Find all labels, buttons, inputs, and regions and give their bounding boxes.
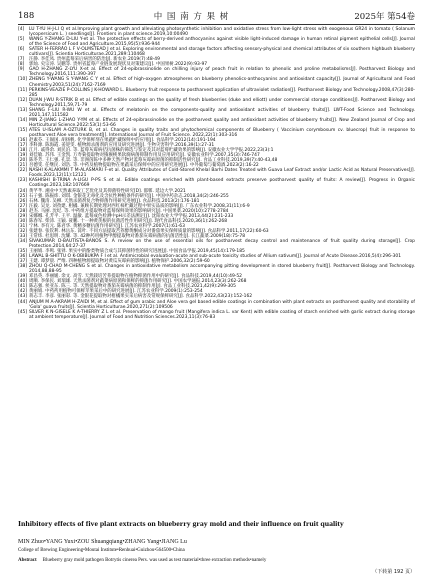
reference-text: 石子强. 陈振炜. 刘琪. 金银花无毒化及含抗性种植条件的研究[J]. 中国中药杂志.2018,34(2):246-255 [29,193,229,199]
reference-text: 黄芊芊. 湘业中天然素养取工艺优化及其抑菌特性研究[D]. 邯郸. 延边大学.2021 [29,188,186,194]
reference-label: [14] [18,117,28,123]
reference-text: GAO H-ZHANG Z-LYU X-et al. Effect of 24-epibrassinolide on chilling injury of peach fruit in relation to phenolic and proline metabolisms[J]. Postharvest Biology and Technology.2016,111:390-397 [29,67,415,78]
reference-text: ANJUM M A-AKRAM H-ZAIDI M, et al. Effect of gum arabic and Aloe vera gel based edible coatings in combination with plant extracts on postharvest quality and storability of 'Gola' guava fruits[J]. Scientia Horticulturae.2020,271(2):109506 [29,299,415,310]
reference-text: 刘佳敏. 苏伟. 王金凯. 万寿菊提取物对猕猴桃果软腐病菌抑制作用及应用研究[J]. 安徽农业科学.2007,35(3):746-747 [29,153,260,159]
reference-label: [23] [18,178,28,184]
continued-note: （下转第 192 页） [372,569,415,575]
reference-label: [32] [18,228,28,234]
reference-item [18,108,415,118]
reference-label: [27] [18,203,28,209]
reference-label: [9] [18,67,25,73]
reference-text: 吾德雯. 任继民. 刘浩. 等. 中药及植物提取物在果蔬采后保鲜中的应用研究进展[J]. 中外葡萄与葡萄酒.2023(2):16-22 [29,163,259,169]
reference-label: [16] [18,138,28,144]
reference-list [18,27,415,320]
paper-authors: MIN Zhuo•YANG Yuxi•ZOU Shuangqiang•ZHANG Yang•JIANG Lu [18,539,187,545]
reference-text: ZHOU Q-CHAO M-CHENG S et al. Changes in antioxidative metabolism accompanying pitting development in stored blueberry fruit[J]. Postharvest Biology and Technology. 2014,88,88-95 [29,264,415,275]
reference-text: 蒋志丰. 李彦. 张丽彩. 等. 金银花提取物对柑橘果实采后病害及常规保鲜研究[J]. 食品科学.2022,43(23):152-162 [29,294,253,300]
reference-label: [8] [18,62,25,68]
reference-text: ATES U-ISLAM A-OZTURK B, et al. Changes in quality traits and phytochemical components of Blueberry ( Vaccinium corymbosum cv. bluecrop) fruit in response to postharvest Aloe vera treatment[J]. International Journal of Fruit Science. 2022,22(1):303-316 [29,127,415,138]
reference-label: [25] [18,193,28,199]
reference-item [18,118,415,128]
reference-text: 赵杰. 马丽. 沈纪. 等. 中药组方提取物对蓝莓保鲜效果的影响研究[J]. 中国果菜.2020(10):2778-2784 [29,208,229,214]
reference-label: [12] [18,97,28,103]
reference-text: SILVER K N-GISELE K A-THIERRY Z L et al. Preservation of mango fruit (Mangifera indica L. var Kent) with edible coating of starch enriched with garlic extract during storage at ambient temperature[J]. Journal of Food and Nutrition Sciences.2023,11(3):76-83 [29,309,415,320]
reference-item [18,310,415,320]
reference-item [18,264,415,274]
reference-text: WANG Y-ZHANG D-LIU Y-et al. The protective effects of berry-derived anthocyanins against visible light-induced damage in human retinal pigment epithelial cells[J]. Journal of the Science of Food and Agriculture.2015,95(5):936-944 [29,37,415,48]
reference-label: [21] [18,163,28,169]
reference-text: 江月. 戚得余. 刘民泊. 等. 蓝莓灰霉病拮抗菌株的筛选与鉴定及其对蓝莓贮藏效果的影响[J]. 安徽农业大学学报.2022,23(3):1 [29,148,274,154]
reference-item [18,47,415,57]
reference-label: [13] [18,107,28,113]
reference-label: [24] [18,188,28,194]
reference-label: [33] [18,233,28,239]
page-number: 188 [18,11,35,21]
reference-text: 邓昌英. 李丽媛. 余文. 高雪. 天然栽培苦荞提取物在植物抑菌作用中的研究[J]. 食品科技.2019,44(10):49-52 [29,274,243,280]
reference-text: 周顺. 李保民. 刘瑞雄. 天然杀菌剂对蔬菜病原菌和保鲜的抑菌作用研究[J]. 中国农学通报.2014,23(3):262-268 [29,279,247,285]
reference-label: [41] [18,284,28,290]
reference-item [18,168,415,178]
reference-label: [18] [18,148,28,154]
reference-item [18,67,415,77]
reference-text: SATER H-FERRÃO L F V-OLMSTEAD J et al. Exploring environmental and storage factors affecting sensory-physical and chemical attributes of six southern highbush blueberry cultivars[J]. Scientia Horticulturae.2021,289:110468 [29,47,415,58]
reference-label: [38] [18,264,28,270]
reference-text: MIN Z-JIANG L-ZHAO Y-YM et al. Effects of 24-epibrassinolide on the postharvest quality and antioxidant activities of blueberry fruits[J]. New Zealand Journal of Crop and Horticultural Science.2022:53(1):53-66 [29,117,415,128]
reference-label: [29] [18,213,28,219]
reference-label: [15] [18,127,28,133]
volume-info: 2025年 第54卷 [354,12,415,22]
reference-text: NASHI K-ALAKMMI T M-ALASMARI F-et al. Quality Attributes of Cold-Stored Khelal Barhi Dates Treated with Guava Leaf Extract and/or Lactic Acid as Natural Preservatives[J]. Foods.2023,12(11):12121 [29,168,415,179]
reference-label: [37] [18,259,28,265]
reference-label: [28] [18,208,28,214]
paper-affiliation: College of Brewing Engineering•Moutai Institute•Renhuai•Guizhou•564500•China [18,548,185,553]
reference-text: 陈志强. 侯亚东. 陈三. 等. 天然提取物对番茄灰霉病菌的抑制作用[J]. 食品工业科技.2021,42(9):299-305 [29,284,236,290]
reference-text: DUAN J-WU R-STRIK B et al. Effect of edible coatings on the quality of fresh blueberries (duke and elliott) under commercial storage conditions[J]. Postharvest Biology and Technology.2011,59,71-79 [29,97,415,108]
paper-title: Inhibitory effects of five plant extracts on blueberry gray mold and their influence on fruit quality [18,519,344,528]
reference-item [18,239,415,249]
reference-item [18,88,415,98]
reference-item [18,300,415,310]
reference-label: [36] [18,254,28,260]
reference-label: [5] [18,37,25,43]
reference-label: [4] [18,27,25,32]
reference-text: 王常炜. 杜思明. 沈耀. 等. 42种药用植物甲醇提取物对番茄灰霉病菌的抗菌活性[J]. 长江蔬菜.2009(18):75-78 [29,233,246,239]
reference-text: 黄丽娟. 中药药用植物可保鲜苹果采后中的研究进展[J]. 江苏农业科学.2009(1):253-254 [29,289,203,295]
abstract-text: Blueberry gray mold pathogen Botrytis cinerea Pers. was used as test material•three extraction methods•namely [42,558,267,563]
reference-label: [7] [18,57,25,63]
reference-label: [45] [18,309,28,315]
reference-text: KASHISHI B-TRINA A-LIGU P-PS S et al. Edible coatings enriched with plant-based extracts preserve postharvest quality of fruits: A review[J]. Progress in Organic Coatings.2023,182:107669 [29,178,415,189]
reference-label: [20] [18,158,28,164]
header-rule [18,24,415,25]
reference-text: PERKINS-VEAZIE P-COLLINS J K-HOWARD L. Blueberry fruit response to postharvest application of ultraviolet radiation[J]. Postharvest Biology and Technology.2008,47(3):280-285 [29,87,415,98]
reference-label: [19] [18,153,28,159]
reference-label: [10] [18,77,28,83]
reference-text: ZHENG Y-WANG S Y-WANG C Y et al. Effect of high-oxygen atmospheres on blueberry phenolics-anthocyanins and antioxidant capacity[J]. Journal of Agricultural and Food Chemistry.2003,51(24):7162-7169 [29,77,415,88]
reference-label: [26] [18,198,28,204]
abstract-label: Abstract [18,558,37,563]
running-header [18,10,415,22]
reference-text: 李科源. 陈海霞. 姜迎雯. 植物源杀菌剂的应用及研究进展[J]. 生物灾害科学.2016,39(1):27-31 [29,143,215,149]
reference-text: 陈春军. 柴沛. 王颖. 聂鹏. 十一种黄芪根的抗菌活性作用研究[J]. 现代食品科技.2020,36(1):262-268 [29,218,228,224]
reference-label: [6] [18,47,25,53]
reference-label: [43] [18,294,28,300]
reference-item [18,98,415,108]
reference-item [18,178,415,188]
reference-text: 汪静. 李佳凤. 贵州蓝莓采后病害的防治[J]. 新农业.2019(7):48-49 [29,57,160,63]
reference-text: SIVAKUMAR D-BAUTISTA-BANOS S. A review on the use of essential oils for postharvest decay control and maintenance of fruit quality during storage[J]. Crop Protection.2014,64:27-37 [29,238,415,250]
abstract [18,557,415,565]
reference-text: 宋娜娜. 孔芳平. 王平. 温敏. 蓝莓成色检测中pH示差法测定[J]. 沈阳农业大学学报.2013,44(2):231-233 [29,213,234,219]
reference-item [18,77,415,87]
reference-item [18,27,415,37]
reference-text: 赵素芬. 王锡国. 胡扬帆. 化学保鲜剂在果蔬贮藏保鲜中的应用[J]. 食品科学.2012(14):191-194 [29,138,216,144]
reference-label: [22] [18,168,28,174]
reference-text: 王建. 谭梦晨. 严维. 四种植物源提取物对黄瓜灰霉病的影响[J]. 植物保护.2006,32(2):59-60 [29,259,210,265]
reference-label: [11] [18,87,28,93]
reference-label: [35] [18,249,28,255]
reference-text: LU T-YU H-J-LI Q et al.Improving plant growth and alleviating photosynthetic inhibition and oxidative stress from low-light stress with exogenous GR24 in tomato ( Solanum lycopersicum L. ) seedlings[J]. Frontiers in plant science.2019,10:00490 [29,27,415,38]
reference-label: [40] [18,279,28,285]
reference-label: [34] [18,238,28,244]
reference-label: [31] [18,223,28,229]
reference-text: 王丽娟. 李鸣. 张铎. 果实中的酚类物质合成与其抑菌特性的研究进展[J]. 中国食品学报.2019,45(14):179-185 [29,249,245,255]
reference-text: SHANG F-LIU R-WU W et al. Effects of melatonin on the components-quality and antioxidant activities of blueberry fruits[J]. LWT-Food Science and Technology. 2021,147,111582 [29,107,415,118]
reference-label: [44] [18,299,28,305]
reference-text: 陈冬芳. 王仁强. 孔景. 等. 非洲茵陈中多种天然产物对蓝莓灰霉病原菌的抑制活性研究[J]. 食品工业科技.2019,39(7):40-43,48 [29,158,278,164]
journal-name: 中 国 南 方 果 树 [153,12,230,22]
reference-item [18,37,415,47]
reference-text: 汪毅. 吴龙. 刘孜建. 柑橘. 兼顾长期处理对西红柿贮藏过程中果实品质的影响[J]. 广东农业科学.2008,31(11):6-9 [29,203,250,209]
reference-label: [30] [18,218,28,224]
reference-text: 张建春. 张钦利. 林岳东. 蒿叶. 不同方法提取苦荞醇黄酮成分对番茄果实保鲜质量的影响[J]. 食品科学.2011,17(22):60-63 [29,228,269,234]
reference-text: 郭灿. 史宗涛. 吴鹏等. 贵州省蓝莓产业链发展现状及对策建议[J]. 中国果树.2022(9):93-97 [29,62,208,68]
reference-label: [17] [18,143,28,149]
reference-item [18,128,415,138]
reference-label: [42] [18,289,28,295]
reference-text: LAWAL B-SHITTU O K-OBIBUKPA F I et al. Antimicrobial evaluation-acute and sub-acute toxicity studies of Allium sativum[J]. Journal of Acute Disease.2016,5(4):296-301 [29,254,402,260]
reference-text: 石林. 魏清. 吴柳. 天然杀菌剂复合物抑菌作用研究进展[J]. 食品科技.2013(2):176-181 [29,198,200,204]
reference-text: 宁林. 李有元. 陈君华. 黄精多糖抗菌作用研究[J]. 江苏农业科学.2007(1):61-63 [29,223,185,229]
reference-label: [39] [18,274,28,280]
